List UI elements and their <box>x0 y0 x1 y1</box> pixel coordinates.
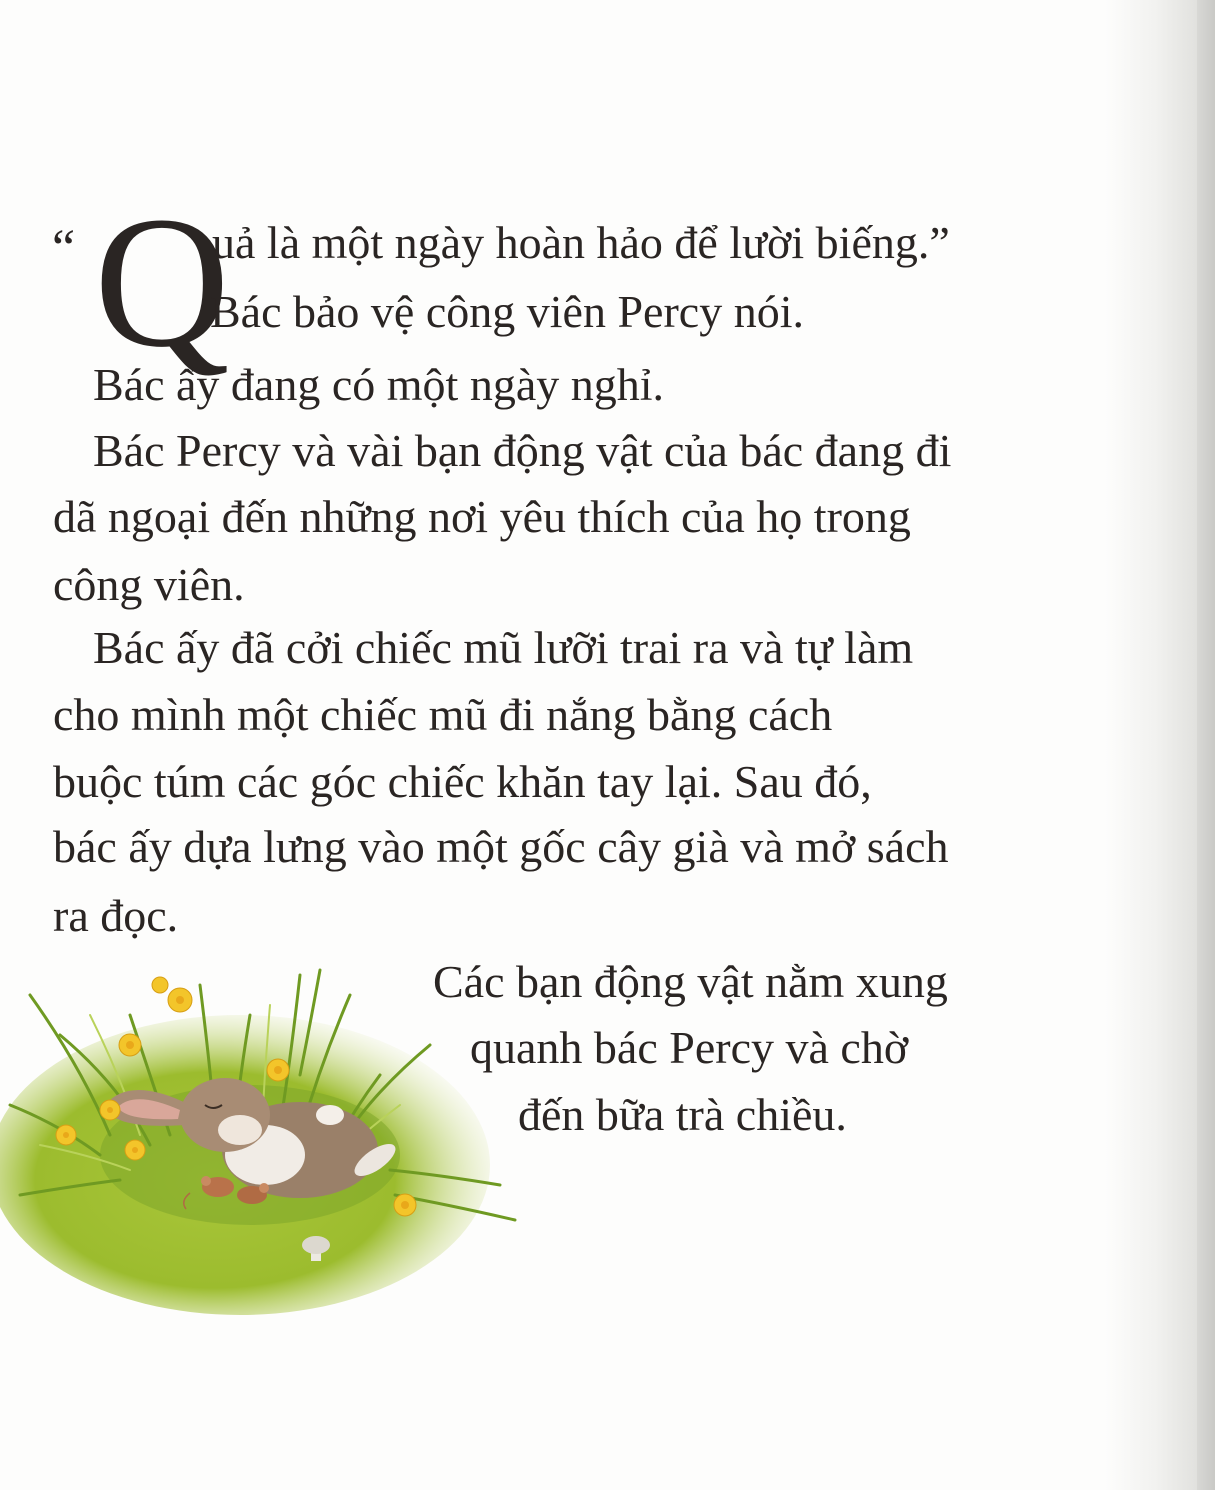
opening-quote-mark: “ <box>52 220 76 277</box>
rabbit-muzzle <box>218 1115 262 1145</box>
text-line: Các bạn động vật nằm xung <box>433 956 948 1007</box>
drop-cap: Q <box>94 177 230 386</box>
text-line: công viên. <box>53 559 245 610</box>
page-edge-shadow <box>1105 0 1215 1490</box>
text-line: dã ngoại đến những nơi yêu thích của họ trong <box>53 491 911 542</box>
text-line: Bác Percy và vài bạn động vật của bác đang đi <box>93 425 952 476</box>
text-line: quanh bác Percy và chờ <box>470 1022 909 1073</box>
text-line: ra đọc. <box>53 890 179 941</box>
text-line: buộc túm các góc chiếc khăn tay lại. Sau đó, <box>53 756 872 807</box>
text-line: cho mình một chiếc mũ đi nắng bằng cách <box>53 689 833 740</box>
rabbit-tail <box>316 1105 344 1125</box>
text-line: bác ấy dựa lưng vào một gốc cây già và mở sách <box>53 821 949 872</box>
grass-rabbit-illustration <box>0 955 540 1355</box>
text-line: Bác ấy đã cởi chiếc mũ lưỡi trai ra và tự làm <box>93 622 914 673</box>
text-line: uả là một ngày hoàn hảo để lười biếng.” <box>212 217 950 268</box>
text-line: đến bữa trà chiều. <box>518 1089 847 1140</box>
text-line: Bác bảo vệ công viên Percy nói. <box>210 286 804 337</box>
text-line: Bác ấy đang có một ngày nghỉ. <box>93 359 665 410</box>
